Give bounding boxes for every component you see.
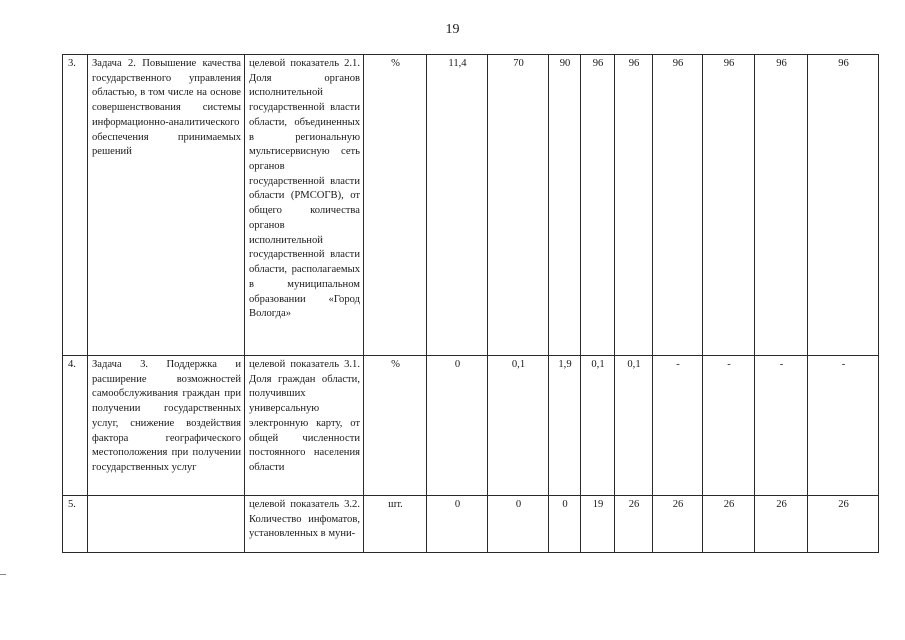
- value-cell: 0,1: [581, 356, 615, 496]
- unit-cell: %: [364, 55, 427, 356]
- task-cell: [88, 496, 245, 553]
- table-row: [63, 496, 879, 553]
- value-cell: 26: [755, 496, 808, 553]
- value-cell: 0,1: [615, 356, 653, 496]
- value-cell: 70: [488, 55, 549, 356]
- table-row: [63, 55, 879, 356]
- value-cell: 0: [427, 496, 488, 553]
- value-cell: 11,4: [427, 55, 488, 356]
- value-cell: -: [703, 356, 755, 496]
- value-cell: -: [808, 356, 879, 496]
- value-cell: 1,9: [549, 356, 581, 496]
- page-number: 19: [445, 22, 460, 37]
- value-cell: 26: [703, 496, 755, 553]
- task-cell: Задача 3. Поддержка и расширение возможностей самообслуживания граждан при получении государственных услуг, снижение воздействия фактора географического местоположения при получении государственных услуг: [88, 356, 245, 496]
- value-cell: 0,1: [488, 356, 549, 496]
- value-cell: 0: [427, 356, 488, 496]
- indicator-cell: целевой показатель 3.2. Количество инфоматов, установленных в муни-: [245, 496, 364, 553]
- unit-cell: шт.: [364, 496, 427, 553]
- task-cell: Задача 2. Повышение качества государственного управления областью, в том числе на основе совершенствования системы информационно-аналитического обеспечения принимаемых решений: [88, 55, 245, 356]
- value-cell: 26: [615, 496, 653, 553]
- row-number: 4.: [63, 356, 88, 496]
- value-cell: 26: [808, 496, 879, 553]
- value-cell: -: [653, 356, 703, 496]
- value-cell: 96: [615, 55, 653, 356]
- value-cell: 96: [808, 55, 879, 356]
- value-cell: 96: [755, 55, 808, 356]
- indicator-cell: целевой показатель 3.1. Доля граждан области, получивших универсальную электронную карту, от общей численности постоянного населения области: [245, 356, 364, 496]
- unit-cell: %: [364, 356, 427, 496]
- row-number: 5.: [63, 496, 88, 553]
- value-cell: 96: [703, 55, 755, 356]
- row-number: 3.: [63, 55, 88, 356]
- value-cell: 96: [653, 55, 703, 356]
- value-cell: -: [755, 356, 808, 496]
- value-cell: 90: [549, 55, 581, 356]
- value-cell: 19: [581, 496, 615, 553]
- value-cell: 26: [653, 496, 703, 553]
- indicator-cell: целевой показатель 2.1. Доля органов исполнительной государственной власти области, объединенных в региональную мультисервисную сеть органов государственной власти области (РМСОГВ), от общего количества органов исполнительной государственной власти области, располагаемых в муниципальном образовании «Город Вологда»: [245, 55, 364, 356]
- table-row: [63, 356, 879, 496]
- value-cell: 96: [581, 55, 615, 356]
- value-cell: 0: [488, 496, 549, 553]
- value-cell: 0: [549, 496, 581, 553]
- indicators-table: [62, 54, 879, 553]
- scan-margin-mark: [0, 574, 6, 575]
